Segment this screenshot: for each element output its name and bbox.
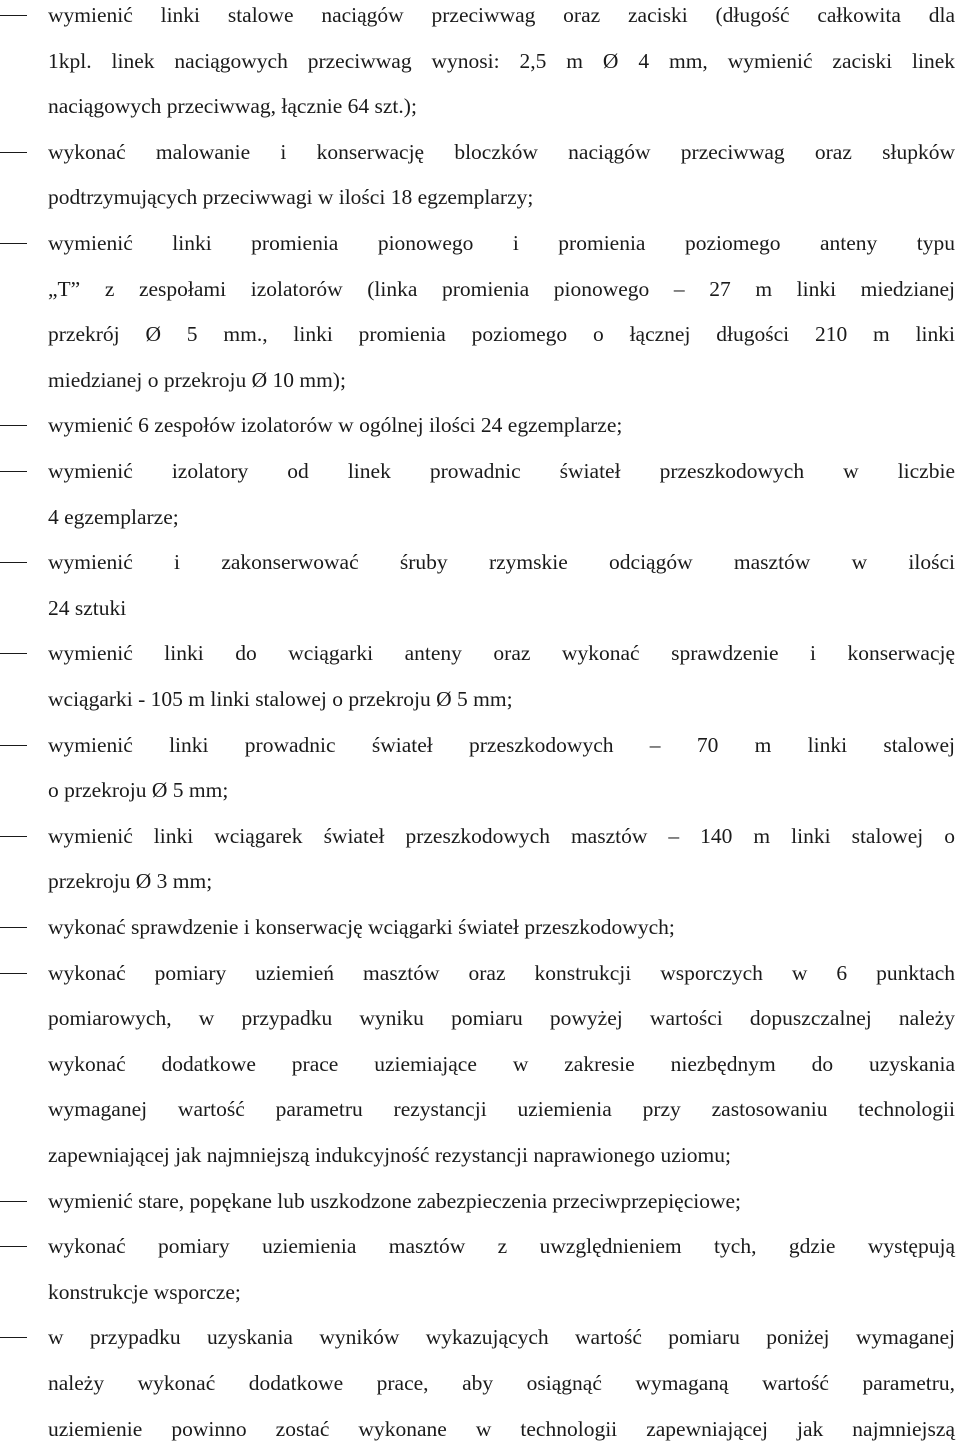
list-item-line: wymienić linki do wciągarki anteny oraz wykonać sprawdzenie i konserwację	[48, 641, 955, 666]
list-item-line: konstrukcje wsporcze;	[48, 1279, 241, 1304]
list-item-line: wymienić linki prowadnic świateł przeszkodowych – 70 m linki stalowej	[48, 732, 955, 757]
dash-bullet-icon	[0, 471, 27, 472]
list-item-line: miedzianej o przekroju Ø 10 mm);	[48, 367, 346, 392]
dash-bullet-icon	[0, 243, 27, 244]
list-item-line: wymienić linki promienia pionowego i promienia poziomego anteny typu	[48, 231, 955, 255]
dash-bullet-icon	[0, 1337, 27, 1338]
dash-bullet-icon	[0, 562, 27, 563]
dash-bullet-icon	[0, 973, 27, 974]
dash-bullet-icon	[0, 1246, 27, 1247]
list-item-line: o przekroju Ø 5 mm;	[48, 778, 229, 803]
list-item-line: w przypadku uzyskania wyników wykazujących wartość pomiaru poniżej wymaganej	[48, 1325, 955, 1350]
dash-bullet-icon	[0, 425, 27, 426]
dash-bullet-icon	[0, 15, 27, 16]
list-item-line: uziemienie powinno zostać wykonane w technologii zapewniającej jak najmniejszą	[48, 1416, 955, 1441]
dash-bullet-icon	[0, 836, 27, 837]
list-item-line: naciągowych przeciwwag, łącznie 64 szt.);	[48, 94, 417, 119]
dash-bullet-icon	[0, 152, 27, 153]
list-item-line: wymienić linki wciągarek świateł przeszkodowych masztów – 140 m linki stalowej o	[48, 823, 955, 848]
list-item-line: wymienić izolatory od linek prowadnic świateł przeszkodowych w liczbie	[48, 459, 955, 483]
list-item-line: wymienić stare, popękane lub uszkodzone zabezpieczenia przeciwprzepięciowe;	[48, 1188, 742, 1213]
dash-bullet-icon	[0, 745, 27, 746]
list-item-line: wymienić linki stalowe naciągów przeciwwag oraz zaciski (długość całkowita dla	[48, 3, 955, 27]
list-item-line: należy wykonać dodatkowe prace, aby osiągnąć wymaganą wartość parametru,	[48, 1371, 955, 1395]
list-item-line: wykonać dodatkowe prace uziemiające w zakresie niezbędnym do uzyskania	[48, 1051, 955, 1076]
list-item-line: 4 egzemplarze;	[48, 504, 179, 529]
list-item-line: wymienić i zakonserwować śruby rzymskie odciągów masztów w ilości	[48, 550, 955, 575]
list-item-line: wciągarki - 105 m linki stalowej o przekroju Ø 5 mm;	[48, 687, 513, 711]
list-item-line: wymaganej wartość parametru rezystancji uziemienia przy zastosowaniu technologii	[48, 1097, 955, 1122]
list-item-line: wymienić 6 zespołów izolatorów w ogólnej ilości 24 egzemplarze;	[48, 413, 623, 438]
list-item-line: wykonać sprawdzenie i konserwację wciągarki świateł przeszkodowych;	[48, 915, 675, 939]
list-item-line: przekrój Ø 5 mm., linki promienia poziomego o łącznej długości 210 m linki	[48, 322, 955, 347]
list-item-line: 24 sztuki	[48, 595, 127, 620]
list-item-line: pomiarowych, w przypadku wyniku pomiaru powyżej wartości dopuszczalnej należy	[48, 1006, 955, 1031]
list-item-line: „T” z zespołami izolatorów (linka promienia pionowego – 27 m linki miedzianej	[48, 276, 955, 301]
list-item-line: zapewniającej jak najmniejszą indukcyjność rezystancji naprawionego uziomu;	[48, 1143, 731, 1167]
list-item-line: wykonać pomiary uziemień masztów oraz konstrukcji wsporczych w 6 punktach	[48, 960, 955, 985]
dash-bullet-icon	[0, 653, 27, 654]
dash-bullet-icon	[0, 1201, 27, 1202]
list-item-line: przekroju Ø 3 mm;	[48, 869, 213, 894]
list-item-line: 1kpl. linek naciągowych przeciwwag wynosi: 2,5 m Ø 4 mm, wymienić zaciski linek	[48, 48, 955, 73]
list-item-line: wykonać malowanie i konserwację bloczków naciągów przeciwwag oraz słupków	[48, 139, 955, 164]
dash-bullet-icon	[0, 927, 27, 928]
list-item-line: podtrzymujących przeciwwagi w ilości 18 egzemplarzy;	[48, 185, 534, 210]
list-item-line: wykonać pomiary uziemienia masztów z uwzględnieniem tych, gdzie występują	[48, 1234, 955, 1259]
